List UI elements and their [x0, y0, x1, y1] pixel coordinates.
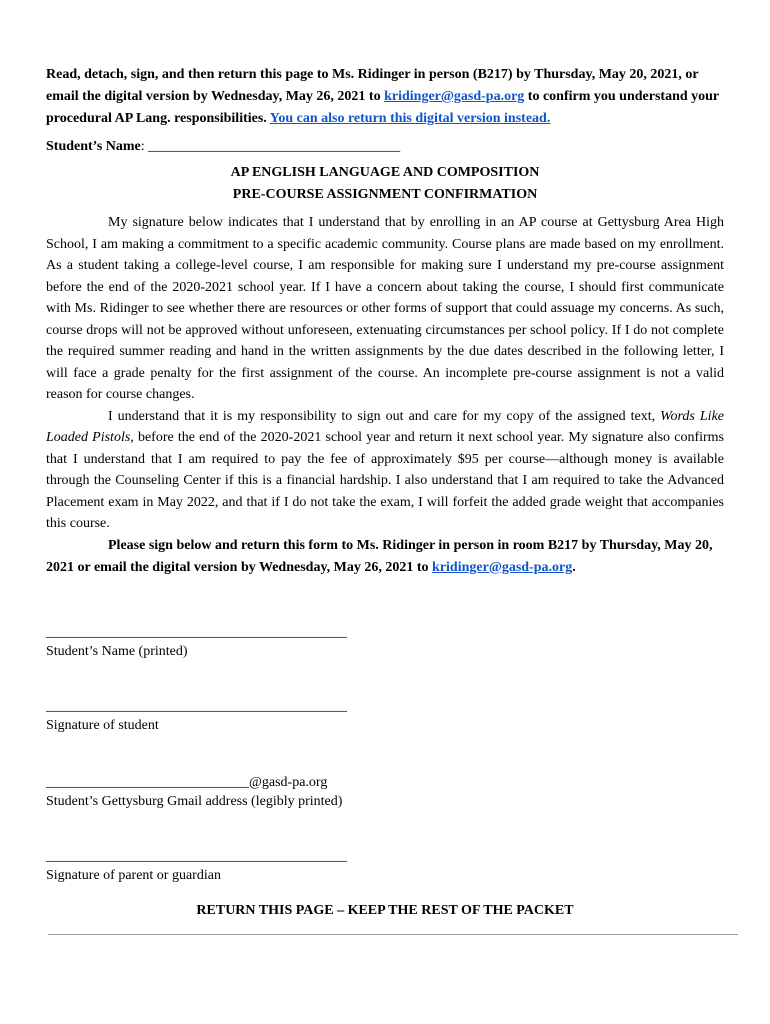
- responsibility-paragraph: [46, 406, 724, 535]
- instruction-end: .: [572, 559, 576, 575]
- document-title: [46, 162, 724, 206]
- sign-instruction: [46, 535, 724, 579]
- student-name-label: Student’s Name: [46, 139, 141, 154]
- student-email-label: Student’s Gettysburg Gmail address (legibly printed): [46, 794, 343, 809]
- student-name-blank[interactable]: : ____________________________________: [140, 139, 401, 154]
- student-printed-name-line[interactable]: ___________________________________________: [46, 625, 347, 640]
- intro-text: Read, detach, sign, and then return this page to Ms. Ridinger in person (B217) by Thursday, May 20, 2021, or email the digital version by Wednesday, May 26, 2021 to: [46, 67, 699, 104]
- digital-version-link[interactable]: You can also return this digital version instead.: [269, 111, 551, 126]
- sign-instruction-text: Please sign below and return this form to Ms. Ridinger in person in room B217 by Thursday, May 20, 2021 or email the digital version by Wednesday, May 26, 2021 to: [46, 537, 713, 575]
- student-signature-line[interactable]: ___________________________________________: [46, 699, 347, 714]
- student-printed-name-label: Student’s Name (printed): [46, 644, 188, 659]
- student-printed-name-block: [46, 624, 646, 662]
- student-signature-label: Signature of student: [46, 718, 159, 733]
- title-line-2: PRE-COURSE ASSIGNMENT CONFIRMATION: [232, 187, 538, 202]
- teacher-email-link[interactable]: kridinger@gasd-pa.org: [384, 89, 525, 104]
- form-page: [46, 64, 724, 579]
- student-email-block: [46, 774, 646, 812]
- student-name-field: [46, 136, 724, 158]
- title-line-1: AP ENGLISH LANGUAGE AND COMPOSITION: [230, 165, 540, 180]
- student-signature-block: [46, 698, 646, 736]
- intro-text-continued: to confirm you understand your procedural AP Lang. responsibilities.: [46, 89, 719, 126]
- return-page-footer: RETURN THIS PAGE – KEEP THE REST OF THE PACKET: [196, 903, 574, 918]
- intro-instructions: [46, 64, 724, 130]
- responsibility-text: I understand that it is my responsibility to sign out and care for my copy of the assigned text,: [108, 408, 661, 424]
- instruction-email-link[interactable]: kridinger@gasd-pa.org: [432, 559, 573, 575]
- book-title: Words Like Loaded Pistols: [46, 408, 724, 445]
- commitment-paragraph: My signature below indicates that I understand that by enrolling in an AP course at Gettysburg Area High School, I am making a commitment to a specific academic community. Course plans are made based on my enrollment. As a student taking a college-level course, I am responsible for making sure I understand my pre-course assignment before the end of the 2020-2021 school year. If I have a concern about taking the course, I should first communicate with Ms. Ridinger to see whether there are resources or other forms of support that could assuage my concerns. As such, course drops will not be approved without unforeseen, extenuating circumstances per school policy. If I do not complete the required summer reading and hand in the written assignments by the due dates described in the following letter, I will face a grade penalty for the first assignment of the course. An incomplete pre-course assignment is not a valid reason for course changes.: [46, 215, 724, 402]
- responsibility-text-continued: , before the end of the 2020-2021 school year and return it next school year. My signature also confirms that I understand that I am required to pay the fee of approximately $95 per course—although money is available through the Counseling Center if this is a financial hardship. I also understand that I am required to take the Advanced Placement exam in May 2022, and that if I do not take the exam, I will forfeit the added grade weight that accompanies this course.: [46, 430, 724, 531]
- parent-signature-block: [46, 848, 646, 886]
- horizontal-rule: [48, 934, 738, 935]
- student-email-line[interactable]: _____________________________@gasd-pa.org: [46, 775, 328, 790]
- parent-signature-label: Signature of parent or guardian: [46, 868, 221, 883]
- parent-signature-line[interactable]: ___________________________________________: [46, 849, 347, 864]
